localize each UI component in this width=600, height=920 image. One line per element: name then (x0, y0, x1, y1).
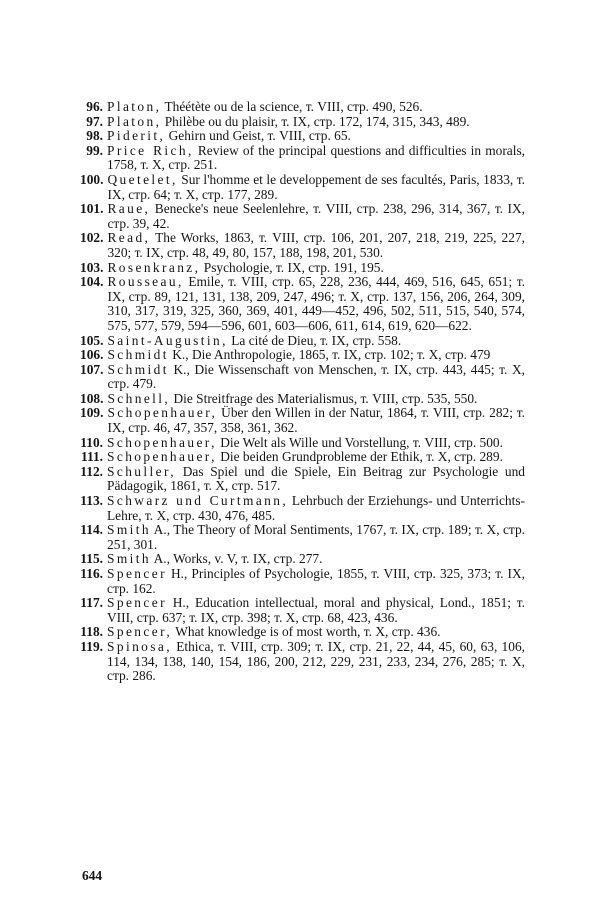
entry-author: Schuller, (107, 463, 177, 479)
entry-body (107, 100, 525, 115)
entry-number: 97. (86, 113, 103, 129)
entry-number: 119. (80, 638, 103, 654)
entry-text: Das Spiel und die Spiele, Ein Beitrag zur Psychologie und Pädagogik, 1861, т. X, стр. 517. (107, 463, 525, 494)
entry-number: 117. (80, 595, 103, 611)
entry-number: 109. (80, 405, 104, 421)
entry-number: 106. (80, 347, 104, 363)
bibliography-entry (80, 115, 525, 130)
entry-number: 118. (80, 624, 103, 640)
entry-text: Gehirn und Geist, т. VIII, стр. 65. (165, 128, 351, 144)
entry-text: Emile, т. VIII, стр. 65, 228, 236, 444, 469, 516, 645, 651; т. IX, стр. 89, 121, 131, 138, 209, 247, 496; т. X, стр. 137, 156, 206, 264, 309, 310, 317, 319, 325, 360, 369, 401, 449—452, 496, 502, 511, 515, 540, 574, 575, 577, 579, 594—596, 601, 603—606, 611, 614, 619, 620—622. (107, 274, 525, 333)
entry-author: Schopenhauer, (107, 449, 217, 465)
entry-text: Die Welt als Wille und Vorstellung, т. VIII, стр. 500. (216, 434, 503, 450)
entry-body (107, 567, 525, 596)
entry-number: 103. (80, 259, 104, 275)
entry-number: 98. (86, 128, 103, 144)
entry-author: Schmidt (107, 347, 169, 363)
entry-body (107, 261, 525, 276)
entry-author: Spencer (107, 595, 167, 611)
bibliography-entry (80, 275, 525, 333)
entry-text: Die beiden Grundprobleme der Ethik, т. X, стр. 289. (216, 449, 503, 465)
entry-author: Smith (107, 551, 151, 567)
entry-number: 115. (80, 551, 103, 567)
entry-body (107, 129, 525, 144)
entry-text: A., Works, v. V, т. IX, стр. 277. (151, 551, 323, 567)
entry-author: Platon, (107, 113, 162, 129)
entry-author: Price Rich, (107, 142, 194, 158)
entry-number: 112. (80, 463, 103, 479)
entry-text: A., The Theory of Moral Sentiments, 1767, т. IX, стр. 189; т. X, стр. 251, 301. (107, 522, 525, 552)
entry-author: Raue, (107, 201, 151, 217)
entry-body (107, 115, 525, 130)
entry-author: Spencer, (107, 624, 173, 640)
bibliography-entry (80, 640, 525, 684)
bibliography-entry (80, 625, 525, 640)
entry-number: 102. (80, 230, 104, 246)
entry-number: 111. (81, 449, 103, 465)
entry-text: Sur l'homme et le developpement de ses facultés, Paris, 1833, т. IX, стр. 64; т. X, стр. 177, 289. (107, 171, 525, 202)
entry-author: Read, (107, 230, 151, 246)
entry-body (107, 465, 525, 494)
entry-text: What knowledge is of most worth, т. X, стр. 436. (172, 624, 441, 640)
entry-number: 104. (80, 274, 104, 290)
bibliography-entry (80, 261, 525, 276)
entry-body (107, 523, 525, 552)
entry-body (107, 275, 525, 333)
entry-body (107, 406, 525, 435)
entry-number: 99. (86, 142, 103, 158)
bibliography-entry (80, 450, 525, 465)
entry-number: 101. (80, 201, 104, 217)
entry-number: 105. (80, 332, 104, 348)
entry-author: Smith (107, 522, 151, 538)
bibliography-entry (80, 436, 525, 451)
entry-author: Schopenhauer, (107, 434, 217, 450)
bibliography-entry (80, 596, 525, 625)
entry-body (107, 450, 525, 465)
page-number: 644 (82, 868, 103, 883)
entry-body (107, 363, 525, 392)
entry-text: H., Principles of Psychologie, 1855, т. VIII, стр. 325, 373; т. IX, стр. 162. (107, 566, 525, 596)
entry-body (107, 494, 525, 523)
entry-text: Benecke's neue Seelenlehre, т. VIII, стр. 238, 296, 314, 367, т. IX, стр. 39, 42. (107, 201, 525, 231)
entry-body (107, 173, 525, 202)
entry-body (107, 625, 525, 640)
entry-text: Philèbe ou du plaisir, т. IX, стр. 172, 174, 315, 343, 489. (161, 113, 470, 129)
bibliography-entry (80, 348, 525, 363)
bibliography-entry (80, 100, 525, 115)
entry-author: Schmidt (107, 361, 169, 377)
bibliography-entry (80, 231, 525, 260)
entry-number: 100. (80, 171, 104, 187)
entry-author: Saint-Augustin, (107, 332, 228, 348)
entry-text: K., Die Anthropologie, 1865, т. IX, стр. 102; т. X, стр. 479 (168, 347, 491, 363)
entry-body (107, 334, 525, 349)
entry-text: K., Die Wissenschaft von Menschen, т. IX, стр. 443, 445; т. X, стр. 479. (107, 361, 525, 392)
bibliography-entry (80, 494, 525, 523)
entry-body (107, 348, 525, 363)
entry-text: Ethica, т. VIII, стр. 309; т. IX, стр. 21, 22, 44, 45, 60, 63, 106, 114, 134, 138, 140, 154, 186, 200, 212, 229, 231, 233, 234, 276, 285; т. X, стр. 286. (107, 638, 525, 684)
entry-body (107, 144, 525, 173)
bibliography-entry (80, 523, 525, 552)
entry-body (107, 202, 525, 231)
entry-author: Schwarz und Curtmann, (107, 493, 289, 509)
entry-text: The Works, 1863, т. VIII, стр. 106, 201, 207, 218, 219, 225, 227, 320; т. IX, стр. 48, 49, 80, 157, 188, 198, 201, 530. (107, 230, 525, 260)
entry-author: Platon, (107, 99, 162, 114)
entry-text: La cité de Dieu, т. IX, стр. 558. (227, 332, 402, 348)
entry-number: 96. (86, 99, 103, 114)
entry-number: 116. (80, 566, 103, 581)
entry-text: H., Education intellectual, moral and physical, Lond., 1851; т. VIII, стр. 637; т. IX, стр. 398; т. X, стр. 68, 423, 436. (107, 595, 525, 625)
bibliography-entry (80, 202, 525, 231)
entry-author: Schopenhauer, (107, 405, 218, 421)
entry-author: Spinosa, (107, 638, 172, 654)
entry-body (107, 436, 525, 451)
bibliography-list (80, 100, 525, 684)
bibliography-entry (80, 334, 525, 349)
bibliography-entry (80, 406, 525, 435)
entry-body (107, 596, 525, 625)
bibliography-entry (80, 144, 525, 173)
entry-author: Rosenkranz, (107, 259, 201, 275)
entry-text: Review of the principal questions and difficulties in morals, 1758, т. X, стр. 251. (107, 142, 525, 173)
entry-author: Schnell, (107, 390, 171, 406)
entry-author: Piderit, (107, 128, 166, 144)
entry-number: 108. (80, 390, 104, 406)
entry-author: Spencer (107, 566, 167, 581)
bibliography-entry (80, 363, 525, 392)
entry-body (107, 552, 525, 567)
bibliography-entry (80, 552, 525, 567)
bibliography-entry (80, 173, 525, 202)
entry-number: 114. (80, 522, 103, 538)
entry-text: Psychologie, т. IX, стр. 191, 195. (200, 259, 384, 275)
entry-text: Über den Willen in der Natur, 1864, т. VIII, стр. 282; т. IX, стр. 46, 47, 357, 358, 361, 362. (107, 405, 525, 436)
entry-body (107, 640, 525, 684)
entry-text: Lehrbuch der Erziehungs- und Unterrichts-Lehre, т. X, стр. 430, 476, 485. (107, 493, 526, 523)
entry-author: Rousseau, (107, 274, 184, 290)
entry-text: Die Streitfrage des Materialismus, т. VIII, стр. 535, 550. (170, 390, 478, 406)
entry-number: 113. (80, 493, 103, 509)
entry-author: Quetelet, (107, 171, 178, 187)
entry-body (107, 231, 525, 260)
entry-body (107, 392, 525, 407)
entry-text: Théétète ou de la science, т. VIII, стр. 490, 526. (161, 99, 423, 114)
entry-number: 107. (80, 361, 104, 377)
bibliography-entry (80, 392, 525, 407)
bibliography-entry (80, 129, 525, 144)
bibliography-entry (80, 567, 525, 596)
entry-number: 110. (80, 434, 103, 450)
bibliography-entry (80, 465, 525, 494)
